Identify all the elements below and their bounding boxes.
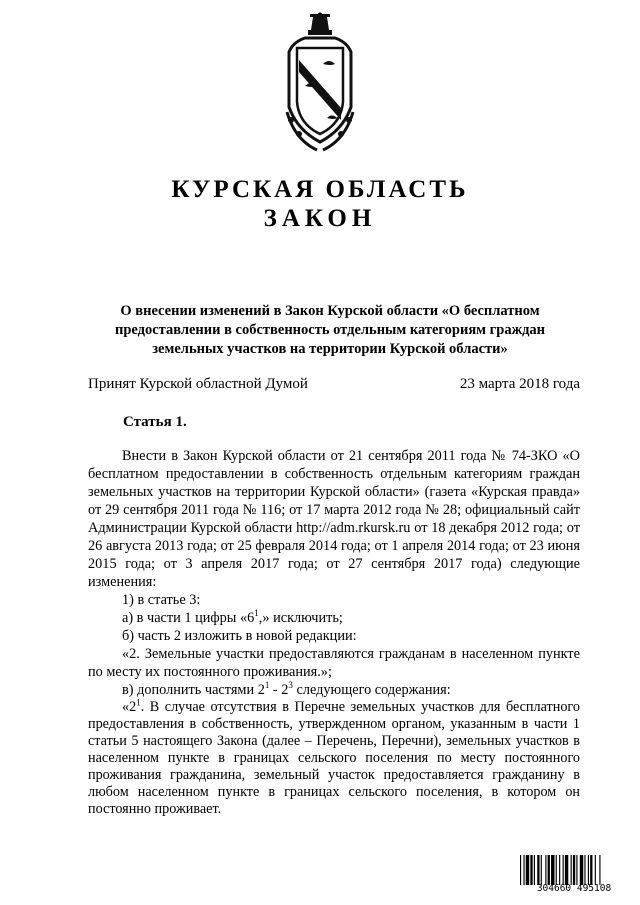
quote-2-1-text: . В случае отсутствия в Перечне земельных участков для бесплатного предоставления в собственность, утвержденном органом, указанным в части 1 статьи 5 настоящего Закона (далее – Перечень, Перечни), земельных участков в населенном пункте в границах сельского поселения по месту постоянного проживания гражданина, земельный участок предоставляется гражданину в любом населенном пункте в границах сельского поселения, в котором он постоянно проживает. xyxy=(88,699,580,817)
document-type-title: ЗАКОН xyxy=(263,205,377,232)
adopted-by: Принят Курской областной Думой xyxy=(88,376,308,392)
law-subject-title: О внесении изменений в Закон Курской области «О бесплатном предоставлении в собственность отдельным категориям граждан земельных участков на территории Курской области» xyxy=(114,303,546,357)
amendment-item-b: б) часть 2 изложить в новой редакции: xyxy=(122,628,357,644)
item-v-text-mid: - 2 xyxy=(269,682,289,698)
adoption-date: 23 марта 2018 года xyxy=(459,376,580,392)
quoted-part-2: «2. Земельные участки предоставляются гражданам в населенном пункте по месту их постоянного проживания.»; xyxy=(88,646,580,680)
item-a-superscript: 1 xyxy=(254,608,259,619)
barcode xyxy=(519,855,629,897)
item-v-text-end: следующего содержания: xyxy=(292,682,451,698)
item-v-text-start: в) дополнить частями 2 xyxy=(122,682,265,698)
amendment-item-1: 1) в статье 3: xyxy=(122,592,201,608)
barcode-bars-icon xyxy=(519,855,629,885)
amendment-item-v xyxy=(88,681,580,699)
article-body xyxy=(88,447,580,818)
region-title: КУРСКАЯ ОБЛАСТЬ xyxy=(171,176,469,203)
coat-of-arms-icon xyxy=(283,12,357,152)
item-v-superscript-1: 1 xyxy=(264,680,270,691)
item-a-text-start: а) в части 1 цифры «6 xyxy=(122,610,255,626)
amendment-item-a xyxy=(88,609,580,627)
item-a-text-end: ,» исключить; xyxy=(258,610,343,626)
quoted-part-2-1 xyxy=(88,699,580,818)
article-heading: Статья 1. xyxy=(123,414,187,430)
article-intro-paragraph: Внести в Закон Курской области от 21 сентября 2011 года № 74-ЗКО «О бесплатном предоставлении в собственность отдельным категориям граждан земельных участков на территории Курской области» (газета «Курская правда» от 29 сентября 2011 года № 116; от 17 марта 2012 года № 28; официальный сайт Администрации Курской области http://adm.rkursk.ru от 18 декабря 2012 года; от 26 августа 2013 года; от 25 февраля 2014 года; от 1 апреля 2014 года; от 23 июня 2015 года; от 3 апреля 2017 года; от 27 сентября 2017 года) следующие изменения: xyxy=(88,448,580,590)
item-v-superscript-2: 3 xyxy=(288,680,293,691)
barcode-number: 304660 495108 xyxy=(536,883,612,894)
quote-2-1-start: «2 xyxy=(122,699,137,715)
quote-2-1-superscript: 1 xyxy=(136,697,141,708)
